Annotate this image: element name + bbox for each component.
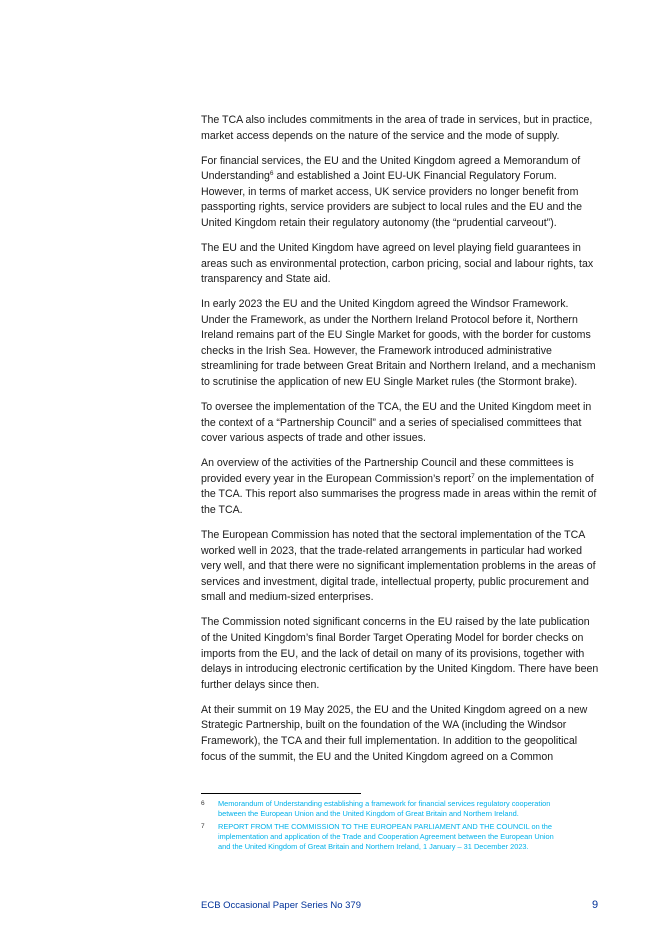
text-segment: services and investment, digital trade, intellectual property, public procurement and — [201, 575, 589, 588]
text-segment: An overview of the activities of the Partnership Council and these committees is — [201, 457, 574, 470]
paragraph — [201, 297, 611, 391]
paragraph — [201, 456, 611, 518]
footnote-number: 6 — [201, 800, 205, 807]
text-segment: the TCA. — [201, 504, 243, 517]
text-line — [201, 678, 611, 694]
text-line — [201, 359, 611, 375]
text-segment: provided every year in the European Commission’s report — [201, 472, 472, 485]
footnotes — [201, 799, 606, 855]
text-segment: to scrutinise the application of new EU Single Market rules (the Stormont brake). — [201, 376, 578, 389]
text-segment: focus of the summit, the EU and the United Kingdom agreed on a Common — [201, 750, 554, 763]
footnote-link-text[interactable]: and the United Kingdom of Great Britain and Northern Ireland, 1 January – 31 December 2023. — [218, 842, 529, 851]
footnote — [201, 799, 606, 819]
text-segment: areas such as environmental protection, carbon pricing, social and labour rights, tax — [201, 257, 594, 270]
text-segment: United Kingdom retain their regulatory autonomy (the “prudential carveout”). — [201, 216, 557, 229]
paragraph — [201, 528, 611, 606]
footnote-link-text[interactable]: implementation and application of the Trade and Cooperation Agreement between the European Union — [218, 832, 554, 841]
text-line — [201, 456, 611, 472]
text-line — [201, 313, 611, 329]
text-line — [201, 487, 611, 503]
text-segment: The TCA also includes commitments in the area of trade in services, but in practice, — [201, 114, 593, 126]
footnote-divider — [201, 793, 361, 794]
text-line — [201, 297, 611, 313]
text-segment: market access depends on the nature of the service and the mode of supply. — [201, 129, 560, 142]
text-line — [201, 154, 611, 170]
page-number: 9 — [592, 899, 599, 911]
text-segment: The EU and the United Kingdom have agreed on level playing field guarantees in — [201, 241, 581, 254]
text-segment: Framework), the TCA and their full implementation. In addition to the geopolitical — [201, 734, 578, 747]
text-segment: To oversee the implementation of the TCA, the EU and the United Kingdom meet in — [201, 401, 592, 414]
text-line — [201, 129, 611, 145]
text-segment: further delays since then. — [201, 678, 320, 691]
text-line — [201, 503, 611, 519]
text-line — [201, 703, 611, 719]
paragraph — [201, 400, 611, 447]
text-segment: passporting rights, service providers are subject to local rules and the EU and the — [201, 201, 582, 214]
text-segment: the context of a “Partnership Council” and a series of specialised committees that — [201, 416, 582, 429]
paragraph — [201, 241, 611, 288]
text-line — [201, 575, 611, 591]
text-line — [201, 113, 611, 129]
paragraph — [201, 703, 611, 765]
text-line — [201, 200, 611, 216]
text-segment: imports from the EU, and the lack of detail on many of its provisions, together with — [201, 647, 585, 660]
text-segment: At their summit on 19 May 2025, the EU and the United Kingdom agreed on a new — [201, 703, 588, 716]
text-segment: and established a Joint EU-UK Financial Regulatory Forum. — [273, 170, 557, 183]
text-line — [201, 647, 611, 663]
footnote — [201, 822, 606, 852]
text-line — [201, 344, 611, 360]
text-line — [201, 216, 611, 232]
text-line — [201, 185, 611, 201]
text-line — [201, 431, 611, 447]
text-line — [201, 559, 611, 575]
text-line — [201, 375, 611, 391]
text-segment: For financial services, the EU and the United Kingdom agreed a Memorandum of — [201, 154, 581, 167]
footnote-link-text[interactable]: REPORT FROM THE COMMISSION TO THE EUROPEAN PARLIAMENT AND THE COUNCIL on the — [218, 822, 553, 831]
text-line — [201, 718, 611, 734]
text-line — [201, 257, 611, 273]
text-segment: Ireland remains part of the EU Single Market for goods, with the border for customs — [201, 329, 591, 342]
text-line — [201, 528, 611, 544]
text-segment: cover various aspects of trade and other issues. — [201, 432, 426, 445]
text-line — [201, 662, 611, 678]
text-segment: on the implementation of — [474, 472, 594, 485]
text-line — [201, 544, 611, 560]
body-text — [201, 113, 611, 774]
text-segment: Understanding — [201, 170, 270, 183]
text-segment: worked well in 2023, that the trade-related arrangements in particular had worked — [201, 544, 582, 557]
text-line — [201, 750, 611, 766]
text-segment: The Commission noted significant concerns in the EU raised by the late publication — [201, 616, 590, 629]
footer-series-title: ECB Occasional Paper Series No 379 — [201, 900, 361, 911]
text-segment: However, in terms of market access, UK service providers no longer benefit from — [201, 185, 579, 198]
footnote-reference[interactable]: 6 — [269, 170, 274, 178]
text-segment: checks in the Irish Sea. However, the Framework introduced administrative — [201, 344, 552, 357]
text-line — [201, 241, 611, 257]
text-segment: streamlining for trade between Great Britain and Northern Ireland, and a mechanism — [201, 360, 596, 373]
footnote-link-text[interactable]: between the European Union and the United Kingdom of Great Britain and Northern Ireland. — [218, 809, 519, 818]
text-line — [201, 590, 611, 606]
text-segment: The European Commission has noted that the sectoral implementation of the TCA — [201, 529, 586, 541]
text-segment: very well, and that there were no significant implementation problems in the areas of — [201, 560, 596, 573]
footnote-reference[interactable]: 7 — [471, 472, 475, 480]
text-line — [201, 416, 611, 432]
text-segment: Strategic Partnership, built on the foundation of the WA (including the Windsor — [201, 719, 567, 732]
text-line — [201, 472, 611, 488]
footnote-number: 7 — [201, 823, 205, 830]
paragraph — [201, 615, 611, 693]
paragraph — [201, 113, 611, 144]
text-line — [201, 734, 611, 750]
text-segment: small and medium-sized enterprises. — [201, 591, 374, 604]
text-segment: Under the Framework, as under the Northern Ireland Protocol before it, Northern — [201, 313, 578, 326]
footnote-link-text[interactable]: Memorandum of Understanding establishing a framework for financial services regulatory cooperation — [218, 799, 551, 808]
text-segment: delays in introducing electronic certification by the United Kingdom. There have been — [201, 663, 599, 676]
text-segment: In early 2023 the EU and the United Kingdom agreed the Windsor Framework. — [201, 298, 569, 311]
text-segment: transparency and State aid. — [201, 273, 331, 286]
text-line — [201, 631, 611, 647]
paragraph — [201, 154, 611, 232]
text-line — [201, 169, 611, 185]
text-line — [201, 272, 611, 288]
text-line — [201, 328, 611, 344]
text-line — [201, 400, 611, 416]
text-line — [201, 615, 611, 631]
text-segment: the TCA. This report also summarises the progress made in areas within the remit of — [201, 488, 597, 501]
text-segment: of the United Kingdom’s final Border Target Operating Model for border checks on — [201, 631, 584, 644]
